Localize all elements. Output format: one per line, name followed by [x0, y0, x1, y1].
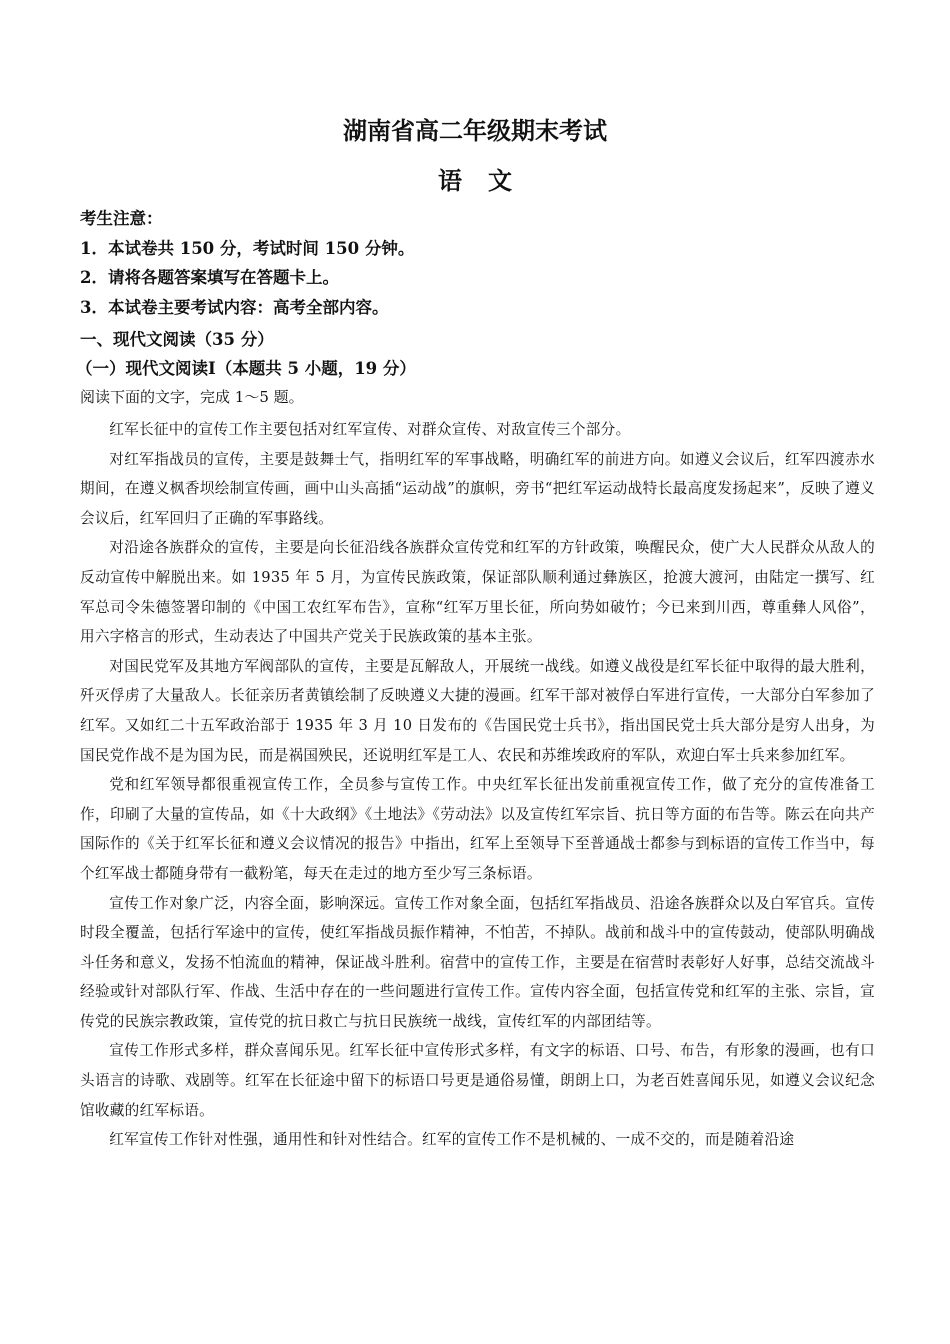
candidate-notes	[80, 204, 880, 322]
note-item-1: 1．本试卷共 150 分，考试时间 150 分钟。	[80, 238, 415, 258]
passage-paragraph: 红军长征中的宣传工作主要包括对红军宣传、对群众宣传、对敌宣传三个部分。	[109, 421, 631, 438]
passage-paragraph: 对沿途各族群众的宣传，主要是向长征沿线各族群众宣传党和红军的方针政策，唤醒民众，使广大人民群众从敌人的反动宣传中解脱出来。如 1935 年 5 月，为宣传民族政策，保证部队顺利通过彝族区，抢渡大渡河，由陆定一撰写、红军总司令朱德签署印制的《中国工农红军布告》，宣称“红军万里长征，所向势如破竹；今已来到川西，尊重彝人风俗”，用六字格言的形式，生动表达了中国共产党关于民族政策的基本主张。	[80, 539, 875, 646]
section-heading: 一、现代文阅读（35 分）	[80, 330, 274, 349]
section-header	[76, 325, 880, 412]
passage-paragraph: 宣传工作对象广泛，内容全面，影响深远。宣传工作对象全面，包括红军指战员、沿途各族群众以及白军官兵。宣传时段全覆盖，包括行军途中的宣传，使红军指战员振作精神，不怕苦，不掉队。战前和战斗中的宣传鼓动，使部队明确战斗任务和意义，发扬不怕流血的精神，保证战斗胜利。宿营中的宣传工作，主要是在宿营时表彰好人好事，总结交流战斗经验或针对部队行军、作战、生活中存在的一些问题进行宣传工作。宣传内容全面，包括宣传党和红军的主张、宗旨，宣传党的民族宗教政策，宣传党的抗日救亡与抗日民族统一战线，宣传红军的内部团结等。	[80, 894, 875, 1030]
notes-heading: 考生注意：	[80, 209, 163, 228]
exam-title: 湖南省高二年级期末考试	[343, 116, 607, 145]
passage-paragraph: 对红军指战员的宣传，主要是鼓舞士气，指明红军的军事战略，明确红军的前进方向。如遵义会议后，红军四渡赤水期间，在遵义枫香坝绘制宣传画，画中山头高插“运动战”的旗帜，旁书“把红军运动战特长最高度发扬起来”，反映了遵义会议后，红军回归了正确的军事路线。	[80, 450, 875, 527]
section-subheading: （一）现代文阅读Ⅰ（本题共 5 小题，19 分）	[76, 359, 416, 378]
reading-passage	[80, 415, 875, 1155]
reading-instruction: 阅读下面的文字，完成 1～5 题。	[80, 388, 304, 406]
note-item-3: 3．本试卷主要考试内容：高考全部内容。	[80, 297, 389, 317]
passage-paragraph: 党和红军领导都很重视宣传工作，全员参与宣传工作。中央红军长征出发前重视宣传工作，做了充分的宣传准备工作，印刷了大量的宣传品，如《十大政纲》《土地法》《劳动法》以及宣传红军宗旨、抗日等方面的布告等。陈云在向共产国际作的《关于红军长征和遵义会议情况的报告》中指出，红军上至领导下至普通战士都参与到标语的宣传工作当中，每个红军战士都随身带有一截粉笔，每天在走过的地方至少写三条标语。	[80, 776, 875, 882]
passage-paragraph: 对国民党军及其地方军阀部队的宣传，主要是瓦解敌人，开展统一战线。如遵义战役是红军长征中取得的最大胜利，歼灭俘虏了大量敌人。长征亲历者黄镇绘制了反映遵义大捷的漫画。红军干部对被俘白军进行宣传，一大部分白军参加了红军。又如红二十五军政治部于 1935 年 3 月 10 日发布的《告国民党士兵书》，指出国民党士兵大部分是穷人出身，为国民党作战不是为国为民，而是祸国殃民，还说明红军是工人、农民和苏维埃政府的军队，欢迎白军士兵来参加红军。	[80, 657, 875, 764]
passage-paragraph: 红军宣传工作针对性强，通用性和针对性结合。红军的宣传工作不是机械的、一成不交的，而是随着沿途	[109, 1131, 795, 1149]
passage-paragraph: 宣传工作形式多样，群众喜闻乐见。红军长征中宣传形式多样，有文字的标语、口号、布告，有形象的漫画，也有口头语言的诗歌、戏剧等。红军在长征途中留下的标语口号更是通俗易懂，朗朗上口，为老百姓喜闻乐见，如遵义会议纪念馆收藏的红军标语。	[80, 1042, 875, 1119]
note-item-2: 2．请将各题答案填写在答题卡上。	[80, 268, 339, 287]
exam-subject: 语文	[438, 166, 538, 195]
